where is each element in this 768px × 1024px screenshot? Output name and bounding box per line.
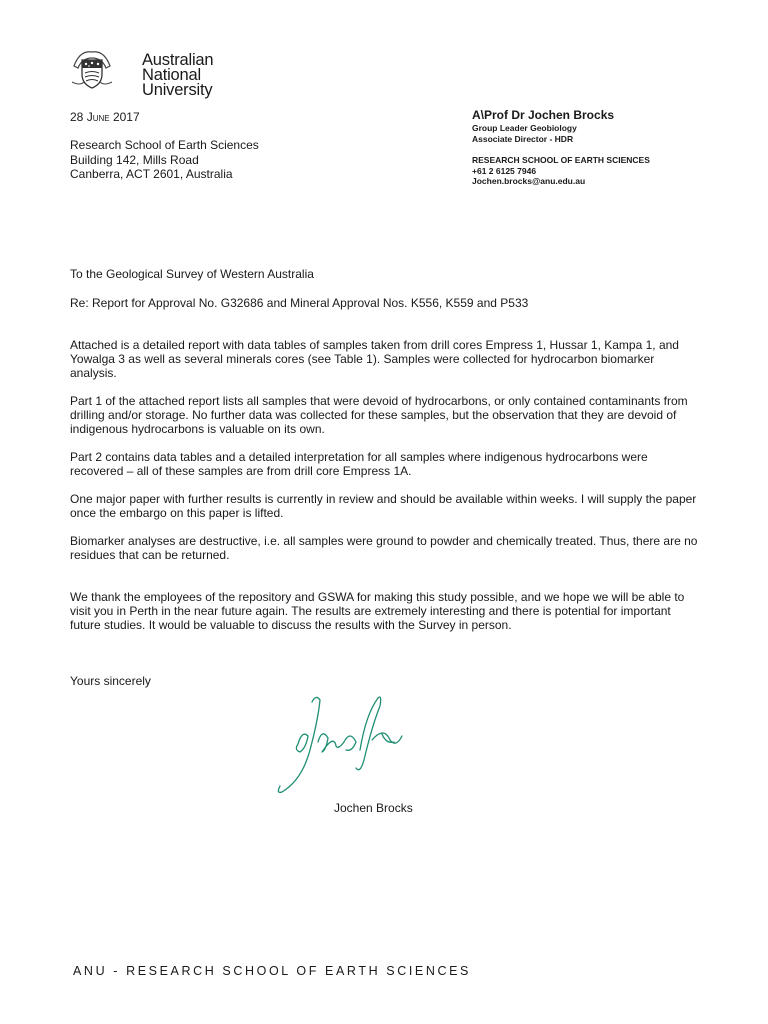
author-name: A\Prof Dr Jochen Brocks — [472, 108, 615, 122]
closing-line: Yours sincerely — [70, 674, 151, 688]
address-line: Building 142, Mills Road — [70, 152, 199, 167]
body-paragraph: We thank the employees of the repository and GSWA for making this study possible, and we hope we will be able to visit you in Perth in the near future again. The results are extremely interesting and there is potential for important future studies. It would be valuable to discuss the results with the Survey in person. — [70, 590, 685, 632]
body-paragraph: Part 1 of the attached report lists all samples that were devoid of hydrocarbons, or only contained contaminants from drilling and/or storage. No further data was collected for these samples, but the observation that they are devoid of indigenous hydrocarbons is valuable on its own. — [70, 394, 688, 436]
author-role: Associate Director - HDR — [472, 133, 574, 144]
author-role: Group Leader Geobiology — [472, 123, 577, 133]
body-paragraph: Biomarker analyses are destructive, i.e. all samples were ground to powder and chemically treated. Thus, there are no residues that can be returned. — [70, 534, 698, 562]
author-email[interactable]: Jochen.brocks@anu.edu.au — [472, 176, 586, 186]
sender-address — [70, 138, 259, 182]
footer-text: ANU - RESEARCH SCHOOL OF EARTH SCIENCES — [73, 964, 471, 978]
date-year: 2017 — [112, 110, 140, 124]
address-line: Canberra, ACT 2601, Australia — [70, 167, 233, 181]
author-school: RESEARCH SCHOOL OF EARTH SCIENCES — [472, 155, 650, 165]
date-month: June — [86, 110, 110, 124]
anu-crest-icon — [70, 46, 114, 90]
body-paragraph: Attached is a detailed report with data tables of samples taken from drill cores Empress 1, Hussar 1, Kampa 1, and Yowalga 3 as well as several minerals cores (see Table 1). Samples were collected for hydrocarbon biomarker analysis. — [70, 338, 679, 380]
date-day: 28 — [70, 110, 84, 124]
university-name-line-2: National — [142, 66, 201, 84]
recipient-line: To the Geological Survey of Western Australia — [70, 267, 314, 281]
handwritten-signature — [272, 690, 412, 800]
letter-date — [70, 110, 140, 124]
body-paragraph: Part 2 contains data tables and a detailed interpretation for all samples where indigenous hydrocarbons were recovered – all of these samples are from drill core Empress 1A. — [70, 450, 648, 478]
body-paragraph: One major paper with further results is currently in review and should be available within weeks. I will supply the paper once the embargo on this paper is lifted. — [70, 492, 697, 520]
university-name-line-1: Australian — [142, 51, 214, 69]
author-phone: +61 2 6125 7946 — [472, 165, 537, 176]
university-name-line-3: University — [142, 81, 213, 99]
signer-name: Jochen Brocks — [334, 801, 413, 815]
address-line: Research School of Earth Sciences — [70, 138, 259, 152]
subject-line: Re: Report for Approval No. G32686 and Mineral Approval Nos. K556, K559 and P533 — [70, 296, 529, 310]
anu-logo — [70, 44, 230, 100]
author-block — [472, 108, 650, 187]
